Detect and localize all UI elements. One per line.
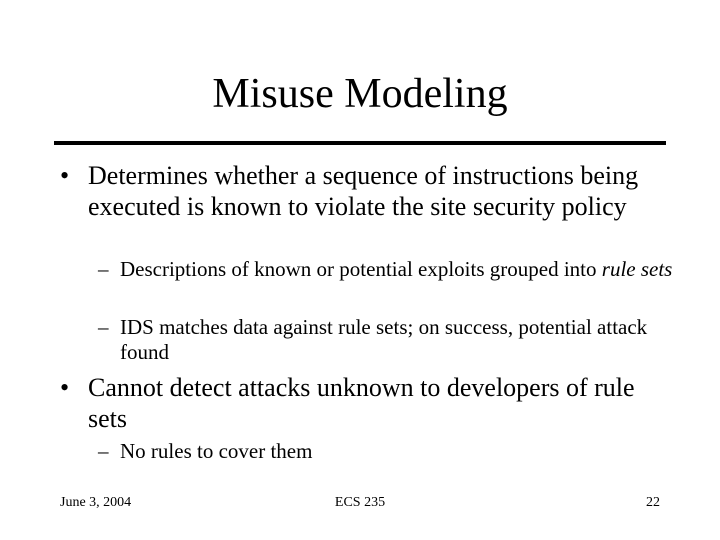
bullet-item-2 [60,372,680,434]
sub-bullet-item-2-1 [98,439,678,464]
footer-course: ECS 235 [334,495,386,510]
footer-date: June 3, 2004 [60,495,132,510]
bullet-text: Determines whether a sequence of instructions being executed is known to violate the site security policy [88,161,639,221]
sub-bullet-item-1-2 [98,315,678,365]
sub-bullet-text-plain: Descriptions of known or potential exploits grouped into [120,257,602,281]
bullet-item-1 [60,160,680,222]
bullet-symbol: • [60,373,70,402]
sub-bullet-text-italic: rule sets [601,257,673,281]
footer-page-number: 22 [646,495,660,510]
sub-bullet-item-1-1 [98,257,678,282]
dash-symbol: – [98,315,109,339]
bullet-symbol: • [60,161,70,190]
dash-symbol: – [98,439,109,463]
sub-bullet-text: No rules to cover them [120,439,313,463]
sub-bullet-text [120,257,678,282]
slide-title: Misuse Modeling [212,71,508,117]
sub-bullet-text: IDS matches data against rule sets; on success, potential attack found [120,315,648,364]
dash-symbol: – [98,257,109,281]
bullet-text: Cannot detect attacks unknown to developers of rule sets [88,373,635,433]
title-divider [54,141,666,145]
